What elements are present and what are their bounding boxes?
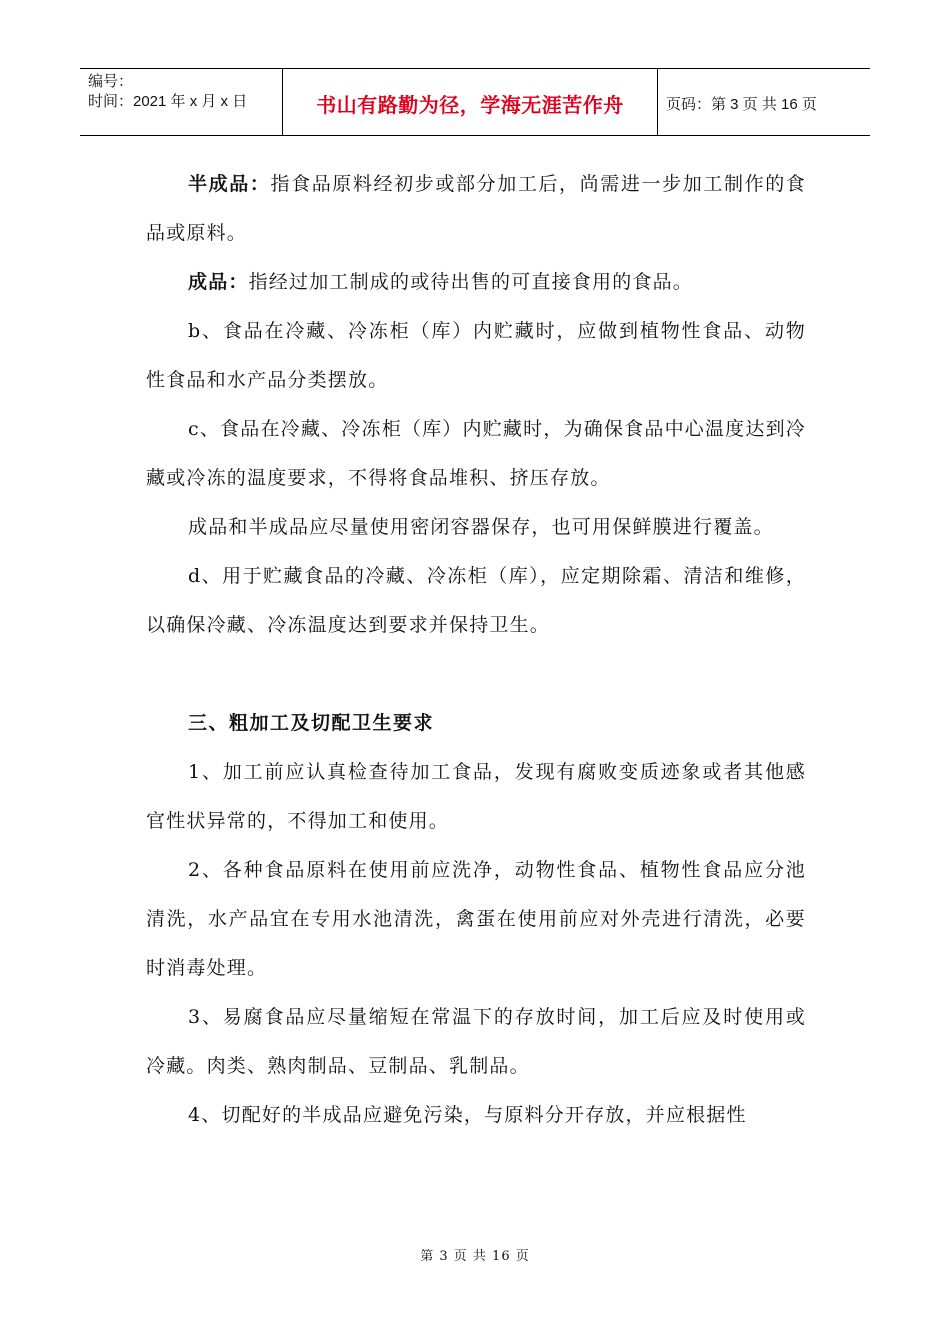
definition-semi-finished xyxy=(146,160,806,258)
section3-item-2: 2、各种食品原料在使用前应洗净，动物性食品、植物性食品应分池清洗，水产品宜在专用水池清洗，禽蛋在使用前应对外壳进行清洗，必要时消毒处理。 xyxy=(146,859,806,979)
section-spacer xyxy=(146,650,806,699)
paragraph-d: d、用于贮藏食品的冷藏、冷冻柜（库），应定期除霜、清洁和维修，以确保冷藏、冷冻温度达到要求并保持卫生。 xyxy=(146,565,806,636)
header-page-info: 页码：第 3 页 共 16 页 xyxy=(666,95,817,113)
document-body xyxy=(146,160,806,1140)
document-date-label: 时间：2021 年 x 月 x 日 xyxy=(88,93,248,110)
paragraph-c: c、食品在冷藏、冷冻柜（库）内贮藏时，为确保食品中心温度达到冷藏或冷冻的温度要求，不得将食品堆积、挤压存放。 xyxy=(146,418,806,489)
term-finished: 成品： xyxy=(188,271,249,293)
header-motto: 书山有路勤为径，学海无涯苦作舟 xyxy=(283,69,658,135)
section3-item-1: 1、加工前应认真检查待加工食品，发现有腐败变质迹象或者其他感官性状异常的，不得加工和使用。 xyxy=(146,761,806,832)
paragraph-container-storage: 成品和半成品应尽量使用密闭容器保存，也可用保鲜膜进行覆盖。 xyxy=(188,516,774,538)
header-meta-cell xyxy=(80,69,283,135)
document-number-label: 编号： xyxy=(88,73,134,90)
page-footer: 第 3 页 共 16 页 xyxy=(420,1249,530,1264)
page-header-table xyxy=(80,68,870,136)
definition-text: 指经过加工制成的或待出售的可直接食用的食品。 xyxy=(248,271,694,293)
term-semi-finished: 半成品： xyxy=(188,173,271,195)
section3-item-4: 4、切配好的半成品应避免污染，与原料分开存放，并应根据性 xyxy=(188,1104,747,1126)
section3-item-3: 3、易腐食品应尽量缩短在常温下的存放时间，加工后应及时使用或冷藏。肉类、熟肉制品、豆制品、乳制品。 xyxy=(146,1006,806,1077)
definition-finished xyxy=(146,258,806,307)
paragraph-b: b、食品在冷藏、冷冻柜（库）内贮藏时，应做到植物性食品、动物性食品和水产品分类摆放。 xyxy=(146,320,806,391)
definition-text: 指食品原料经初步或部分加工后，尚需进一步加工制作的食品或原料。 xyxy=(146,173,807,244)
section-heading-3: 三、粗加工及切配卫生要求 xyxy=(188,712,435,734)
